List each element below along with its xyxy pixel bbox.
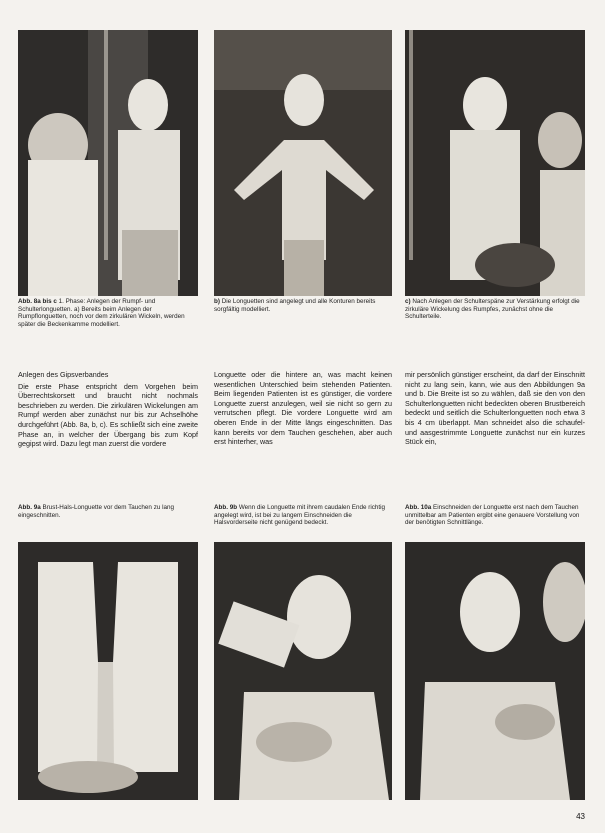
caption-label: b) [214,298,220,305]
caption-text: Nach Anlegen der Schulterspäne zur Verstärkung erfolgt die zirkuläre Wickelung des Rumpfes, zunächst ohne die Schulterteile. [405,298,580,321]
caption-label: Abb. 8a bis c [18,298,57,305]
text-column-right [405,370,585,447]
page-number: 43 [576,812,585,821]
caption-fig-8b [214,298,392,313]
caption-fig-8a [18,298,198,328]
caption-text: Brust-Hals-Longuette vor dem Tauchen zu lang eingeschnitten. [18,504,174,519]
caption-text: Die Longuetten sind angelegt und alle Konturen bereits sorgfältig modelliert. [214,298,376,313]
photo-fig-8b [214,30,392,296]
caption-label: c) [405,298,411,305]
caption-fig-8c [405,298,585,321]
photo-fig-9b [214,542,392,800]
caption-label: Abb. 9a [18,504,41,511]
caption-fig-9a [18,504,198,519]
caption-label: Abb. 10a [405,504,432,511]
caption-text: Einschneiden der Longuette erst nach dem Tauchen unmittelbar am Patienten ergibt eine genauere Vorstellung von der benötigten Schnittlänge. [405,504,580,527]
caption-text: Wenn die Longuette mit ihrem caudalen Ende richtig angelegt wird, ist bei zu langem Einschneiden die Halsvorderseite nicht genügend bedeckt. [214,504,386,527]
text-column-middle [214,370,392,447]
body-text: Longuette oder die hintere an, was macht keinen wesentlichen Unterschied beim stehenden Patienten. Beim liegenden Patienten ist es günstiger, die vordere Longuette zuerst anzulegen, weil sie nicht so gern zu verrutschen pflegt. Die vordere Longuette wird am oberen Ende in der Mitte längs eingeschnitten. Das kann bereits vor dem Tauchen geschehen, aber auch erst hinterher, was [214,370,392,447]
photo-fig-9a [18,542,198,800]
caption-fig-10a [405,504,585,527]
photo-fig-8c [405,30,585,296]
caption-fig-9b [214,504,392,527]
photo-fig-10a [405,542,585,800]
body-text: mir persönlich günstiger erscheint, da darf der Einschnitt nicht zu lang sein, kann, wie aus den Abbildungen 9a und b. Die Breite ist so zu wählen, daß sie den von den Schulterlonguetten nicht bedeckten oberen Brustbereich bedeckt und seitlich die Schulterlonguetten noch etwa 3 bis 4 cm überlappt. Man schneidet also die schaufel- und aasgestrimmte Longuette zunächst nur ein kurzes Stück ein, [405,370,585,447]
photo-fig-8a [18,30,198,296]
section-heading: Anlegen des Gipsverbandes [18,370,109,379]
text-column-left [18,370,198,449]
body-text: Die erste Phase entspricht dem Vorgehen beim Überrechtskorsett und braucht nicht nochmals beschrieben zu werden. Die zirkulären Wickelungen am Rumpf werden aber zunächst nur bis zur Achselhöhe durchgeführt (Abb. 8a, b, c). Es schließt sich eine zweite Phase an, in welcher der Übergang bis zum Kopf gegipst wird. Dazu legt man zuerst die vordere [18,381,198,449]
caption-text: 1. Phase: Anlegen der Rumpf- und Schulterlonguetten. a) Bereits beim Anlegen der Rumpflonguetten, noch vor dem zirkulären Wickeln, werden später die Beckenkamme modelliert. [18,298,185,328]
caption-label: Abb. 9b [214,504,238,511]
